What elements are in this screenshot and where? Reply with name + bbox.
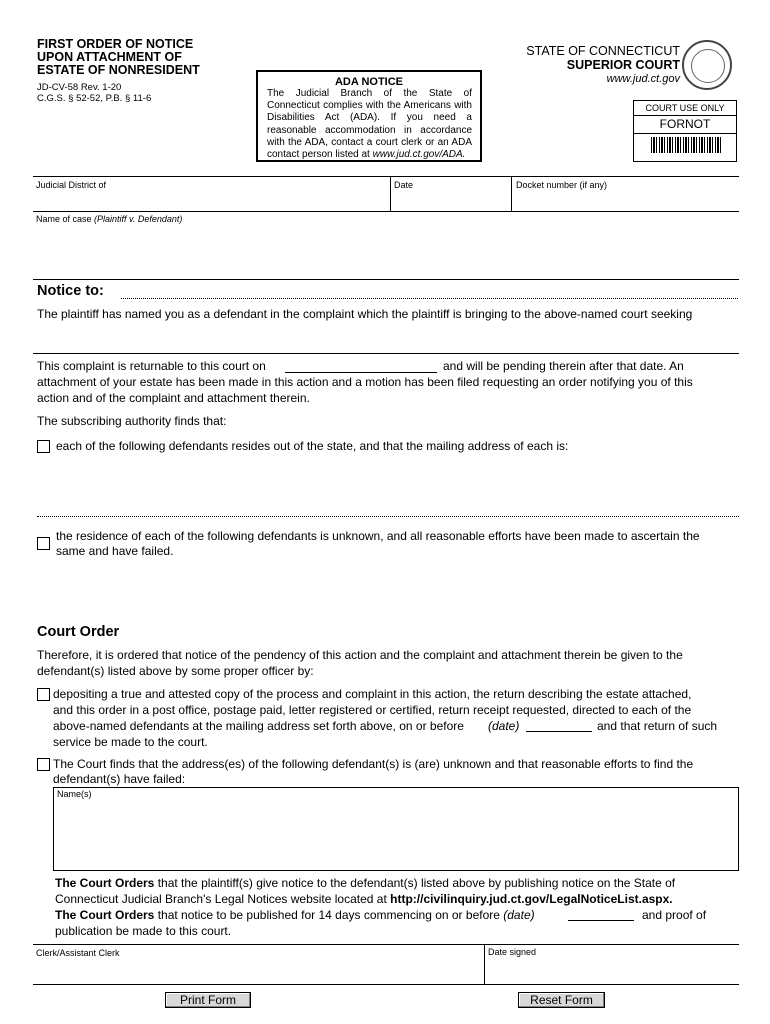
addresses-line[interactable] [37, 516, 739, 517]
form-number-block [37, 82, 151, 104]
statutes: C.G.S. § 52-52, P.B. § 11-6 [37, 93, 152, 104]
reset-form-button[interactable]: Reset Form [518, 992, 605, 1008]
orders2-text: that notice to be published for 14 days commencing on or before [157, 908, 500, 922]
deposit-date-line[interactable] [526, 731, 592, 732]
orders-paragraph-1b [55, 891, 673, 907]
ada-notice-box [256, 70, 482, 162]
returnable-text: This complaint is returnable to this court on [37, 359, 266, 373]
option2-text-2: same and have failed. [56, 544, 174, 558]
court-header [526, 44, 680, 86]
names-label: Name(s) [57, 789, 92, 799]
court-finds-checkbox[interactable] [37, 758, 50, 771]
form-title [37, 38, 200, 77]
docket-label: Docket number (if any) [516, 180, 608, 190]
option1-checkbox[interactable] [37, 440, 50, 453]
returnable-text-3: action and of the complaint and attachment therein. [37, 391, 310, 405]
orders-paragraph-1 [55, 875, 675, 891]
print-form-button[interactable]: Print Form [165, 992, 251, 1008]
name-of-case-text: Name of case [36, 214, 92, 224]
date-signed-label: Date signed [488, 947, 537, 957]
orders1-text-2: Connecticut Judicial Branch's Legal Notices website located at [55, 892, 387, 906]
judicial-district-label: Judicial District of [36, 180, 107, 190]
order-intro: Therefore, it is ordered that notice of the pendency of this action and the complaint and attachment therein be given to the [37, 648, 683, 662]
clerk-label: Clerk/Assistant Clerk [36, 948, 120, 958]
divider [390, 177, 391, 211]
title-line: ESTATE OF NONRESIDENT [37, 63, 200, 77]
divider [511, 177, 512, 211]
legal-notices-url: http://civilinquiry.jud.ct.gov/LegalNoticeList.aspx. [390, 892, 673, 906]
names-box[interactable] [53, 787, 739, 871]
orders-bold: The Court Orders [55, 876, 155, 890]
orders1-text: that the plaintiff(s) give notice to the defendant(s) listed above by publishing notice on the State of [157, 876, 676, 890]
title-line: UPON ATTACHMENT OF [37, 50, 182, 64]
ada-body [258, 88, 480, 161]
ada-link[interactable]: www.jud.ct.gov/ADA. [372, 149, 466, 161]
option1-text: each of the following defendants resides out of the state, and that the mailing address of each is: [56, 439, 569, 453]
barcode-icon [651, 137, 721, 153]
website: www.jud.ct.gov [606, 73, 680, 85]
form-number: JD-CV-58 Rev. 1-20 [37, 82, 122, 93]
state-name: STATE OF CONNECTICUT [526, 44, 680, 58]
plaintiff-text: The plaintiff has named you as a defendant in the complaint which the plaintiff is bringing to the above-named court seeking [37, 307, 693, 321]
date-hint: (date) [503, 908, 535, 922]
option2-text: the residence of each of the following defendants is unknown, and all reasonable efforts have been made to ascertain the [56, 529, 700, 543]
orders-bold: The Court Orders [55, 908, 155, 922]
name-of-case-hint: (Plaintiff v. Defendant) [94, 214, 183, 224]
seeking-line[interactable] [33, 353, 739, 354]
signature-row [33, 944, 739, 985]
case-info-row [33, 177, 739, 212]
name-of-case-label [36, 214, 182, 224]
returnable-text-2: attachment of your estate has been made in this action and a motion has been filed requesting an order notifying you of this [37, 375, 693, 389]
court-name: SUPERIOR COURT [566, 58, 680, 72]
depositing-text-3: above-named defendants at the mailing address set forth above, on or before [53, 719, 464, 733]
state-seal-icon [682, 40, 732, 90]
divider [484, 945, 485, 984]
depositing-text: depositing a true and attested copy of the process and complaint in this action, the return describing the estate attached, [53, 687, 692, 701]
depositing-text-2: and this order in a post office, postage paid, letter registered or certified, return receipt requested, directed to each of the [53, 703, 692, 717]
depositing-text-4: service be made to the court. [53, 735, 208, 749]
court-use-only-box [633, 100, 737, 162]
orders2-text-end: and proof of [642, 908, 707, 922]
date-label: Date [394, 180, 414, 190]
depositing-text-3-end: and that return of such [597, 719, 718, 733]
orders2-text-2: publication be made to this court. [55, 924, 232, 938]
order-intro-2: defendant(s) listed above by some proper officer by: [37, 664, 314, 678]
ada-body-text: The Judicial Branch of the State of Connecticut complies with the Americans with Disabilities Act (ADA). If you need a reasonable accommodation in accordance with the ADA, contact a court clerk or an ADA contact person listed at [267, 88, 472, 161]
date-hint: (date) [488, 719, 520, 733]
court-use-label: COURT USE ONLY [634, 101, 736, 116]
option2-checkbox[interactable] [37, 537, 50, 550]
notice-to-line[interactable] [121, 298, 738, 299]
court-order-heading: Court Order [37, 624, 120, 640]
court-finds-text: The Court finds that the address(es) of the following defendant(s) is (are) unknown and that reasonable efforts to find the [53, 757, 694, 771]
ada-heading: ADA NOTICE [334, 76, 404, 88]
subscribing-text: The subscribing authority finds that: [37, 414, 227, 428]
court-finds-text-2: defendant(s) have failed: [53, 772, 186, 786]
orders-paragraph-2 [55, 907, 535, 923]
notice-heading: Notice to: [37, 283, 104, 299]
returnable-text-end: and will be pending therein after that date. An [443, 359, 684, 373]
form-code: FORNOT [634, 116, 736, 134]
case-info-table [33, 176, 739, 280]
return-date-line[interactable] [285, 372, 437, 373]
publish-date-line[interactable] [568, 920, 634, 921]
title-line: FIRST ORDER OF NOTICE [37, 37, 194, 51]
depositing-checkbox[interactable] [37, 688, 50, 701]
